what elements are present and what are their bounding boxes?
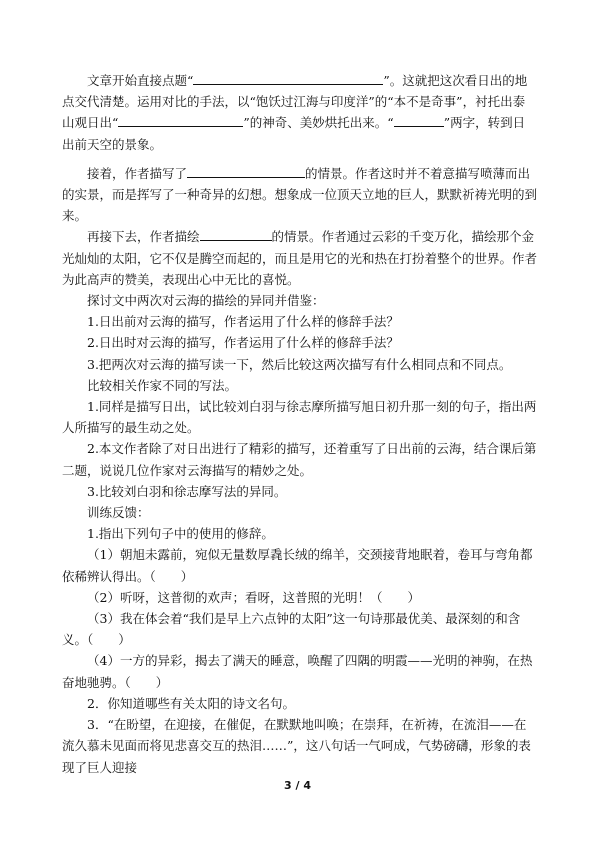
exercise-item: （3）我在体会着“我们是早上六点钟的太阳”这一句诗那最优美、最深刻的和含义。（ ） (62, 611, 521, 648)
paragraph-text: 再接下去，作者描绘 (87, 229, 200, 245)
exercise-line: 2．你知道哪些有关太阳的诗文名句。 (87, 695, 295, 711)
question-line: 2.本文作者除了对日出进行了精彩的描写，还着重写了日出前的云海，结合课后第二题，说说几位作家对云海描写的精妙之处。 (62, 441, 537, 478)
paragraph-text: ”。这就把这次看日出的地点交代清楚。运用对比的手法，以“饱饫过江海与印度洋”的“本不是奇事”，衬托出泰山观日出“ (62, 73, 528, 131)
exercise-line: 3．“在盼望，在迎接，在催促，在默默地叫唤；在崇拜，在祈祷，在流泪——在流久慕未见面而将见悲喜交互的热泪……”，这八句话一气呵成，气势磅礴，形象的表现了巨人迎接 (62, 717, 531, 775)
exercise-item: （1）朝旭未露前，宛似无量数厚毳长绒的绵羊，交颈接背地眠着，卷耳与弯角都依稀辨认得出。（ ） (62, 547, 533, 584)
exercise-item: （4）一方的异彩，揭去了满天的睡意，唤醒了四隅的明霞——光明的神驹，在热奋地驰骋。（ ） (62, 653, 533, 690)
question-line: 1.同样是描写日出，试比较刘白羽与徐志摩所描写旭日初升那一刻的句子，指出两人所描写的最生动之处。 (62, 399, 537, 436)
paragraph-text: 的情景。作者这时并不着意描写喷薄而出的实景，而是挥写了一种奇异的幻想。想象成一位顶天立地的巨人，默默祈祷光明的到来。 (62, 165, 538, 224)
paragraph-sunrise-scene (62, 226, 537, 290)
paragraph-topic-intro (62, 70, 537, 155)
paragraph-next-scene (62, 163, 537, 227)
paragraph-text: 文章开始直接点题“ (87, 73, 194, 88)
answer-blank (187, 164, 305, 178)
answer-blank (200, 227, 272, 241)
answer-blank (118, 113, 243, 127)
page-content (62, 70, 537, 778)
section-heading-discuss: 探讨文中两次对云海的描绘的异同并借鉴： (87, 293, 325, 309)
question-line: 1.日出前对云海的描写，作者运用了什么样的修辞手法？ (87, 314, 399, 330)
paragraph-text: 的情景。作者通过云彩的千变万化，描绘那个金光灿灿的太阳，它不仅是腾空而起的，而且是用它的光和热在打扮着整个的世界。作者为此高声的赞美，表现出心中无比的喜悦。 (62, 229, 538, 287)
paragraph-text: ”的神奇、美妙烘托出来。“ (243, 115, 394, 131)
question-line: 3.把两次对云海的描写读一下，然后比较这两次描写有什么相同点和不同点。 (87, 356, 512, 372)
answer-blank (193, 71, 383, 85)
paragraph-text: 接着，作者描写了 (87, 165, 188, 181)
page-number: 3 / 4 (284, 779, 311, 792)
question-line: 3.比较刘白羽和徐志摩写法的异同。 (87, 483, 287, 499)
section-heading-feedback: 训练反馈： (87, 505, 150, 521)
answer-blank (394, 113, 444, 127)
exercise-item: （2）听呀，这普彻的欢声；看呀，这普照的光明！（ ） (87, 589, 420, 605)
exercise-line: 1.指出下列句子中的使用的修辞。 (87, 526, 274, 542)
question-line: 2.日出时对云海的描写，作者运用了什么样的修辞手法？ (87, 335, 399, 351)
paragraph-text: ”两字，转到日出前天空的景象。 (62, 115, 526, 152)
section-heading-compare: 比较相关作家不同的写法。 (87, 377, 238, 393)
